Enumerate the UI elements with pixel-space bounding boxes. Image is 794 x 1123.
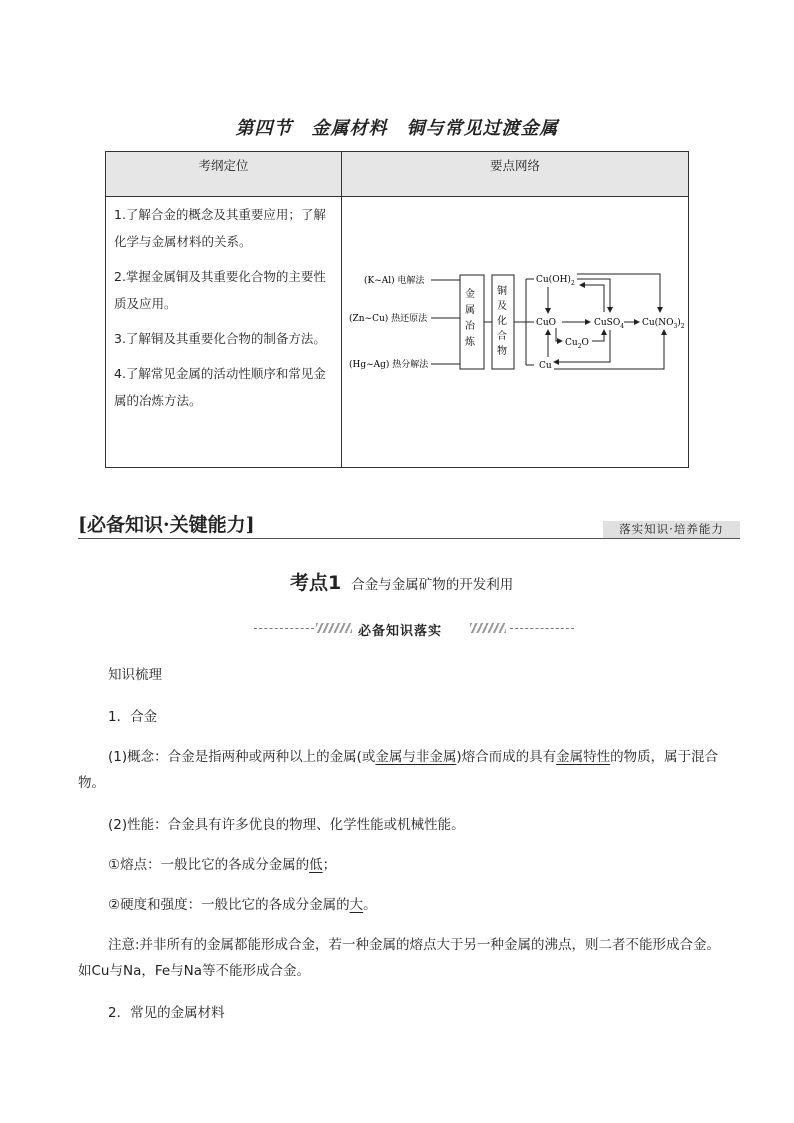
melting-point-line	[78, 852, 718, 878]
dashed-rule-left	[254, 628, 314, 629]
header-syllabus: 考纲定位	[106, 152, 342, 197]
section-divider	[78, 538, 740, 539]
species-cu2o: $Cu_2O$	[565, 338, 589, 350]
item-1	[78, 704, 718, 730]
objective-item: 3.了解铜及其重要化合物的制备方法。	[114, 331, 326, 346]
species-cuoh2: $Cu(OH)_2$	[536, 275, 575, 287]
underlined-answer: 金属特性	[556, 749, 611, 765]
knowledge-heading	[78, 662, 718, 688]
paragraph-text: ①熔点：一般比它的各成分金属的	[108, 857, 310, 873]
box2-char: 及	[497, 301, 507, 312]
underlined-answer: 低	[309, 857, 323, 873]
stripes-left-decor	[316, 623, 352, 633]
box1-char: 金	[465, 289, 475, 300]
objective-item: 4.了解常见金属的活动性顺序和常见金属的冶炼方法。	[114, 366, 326, 408]
box2-char: 合	[497, 331, 507, 342]
paragraph-text: (2)性能：合金具有许多优良的物理、化学性能或机械性能。	[108, 817, 465, 833]
note-paragraph: 注意:并非所有的金属都能形成合金，若一种金属的熔点大于另一种金属的沸点，则二者不能形成合金。如Cu与Na，Fe与Na等不能形成合金。	[78, 937, 721, 979]
objective-item: 1.了解合金的概念及其重要应用；了解化学与金属材料的关系。	[114, 207, 326, 249]
kaodian-text: 合金与金属矿物的开发利用	[351, 577, 514, 593]
method-electrolysis: (K~Al) 电解法	[364, 276, 425, 286]
box2-char: 物	[497, 346, 507, 357]
box1-char: 炼	[465, 337, 475, 348]
paragraph-text: (1)概念：合金是指两种或两种以上的金属(或	[108, 749, 376, 765]
box1-char: 冶	[465, 321, 475, 332]
underlined-answer: 大	[349, 897, 364, 913]
section-tag: 落实知识·培养能力	[603, 521, 740, 538]
objectives-cell	[106, 197, 342, 468]
item-2	[78, 1000, 718, 1026]
page-title: 第四节 金属材料 铜与常见过渡金属	[235, 118, 559, 139]
paragraph-text: ②硬度和强度：一般比它的各成分金属的	[108, 897, 350, 913]
species-cuo: CuO	[536, 318, 557, 328]
subhead-banner	[254, 618, 574, 638]
paragraph-text: 1．合金	[108, 709, 158, 725]
property-paragraph	[78, 812, 718, 838]
box2-char: 化	[497, 316, 507, 327]
objective-item: 2.掌握金属铜及其重要化合物的主要性质及应用。	[114, 269, 326, 311]
method-thermal-decomposition: (Hg~Ag) 热分解法	[349, 360, 429, 370]
subhead-text: 必备知识落实	[358, 624, 443, 639]
kaodian-heading	[290, 568, 513, 595]
dashed-rule-right	[510, 628, 574, 629]
paragraph-text: 知识梳理	[108, 667, 162, 683]
paragraph-text: ；	[322, 857, 337, 873]
stripes-right-decor	[470, 623, 506, 633]
species-cu: Cu	[539, 361, 552, 371]
kaodian-label: 考点1	[290, 572, 342, 594]
paragraph-text: 。	[363, 897, 377, 913]
diagram-cell	[342, 197, 689, 468]
species-cuno32: $Cu(NO_3)_2$	[642, 318, 685, 330]
hardness-line	[78, 892, 718, 918]
section-heading: [必备知识·关键能力]	[78, 514, 255, 536]
paragraph-text: 2．常见的金属材料	[108, 1005, 225, 1021]
species-cuso4: CuSO$_4$	[594, 318, 625, 330]
copper-network-diagram	[342, 197, 688, 467]
box1-char: 属	[465, 305, 475, 316]
method-thermal-reduction: (Zn~Cu) 热还原法	[349, 314, 428, 324]
box2-char: 铜	[497, 286, 507, 297]
underlined-answer: 金属与非金属	[375, 749, 457, 765]
paragraph-text: )熔合而成的具有	[456, 749, 557, 765]
paragraph-text: 的物质，属于混合物。	[78, 749, 719, 791]
outline-table	[105, 151, 689, 468]
concept-paragraph	[78, 744, 724, 796]
header-network: 要点网络	[342, 152, 689, 197]
